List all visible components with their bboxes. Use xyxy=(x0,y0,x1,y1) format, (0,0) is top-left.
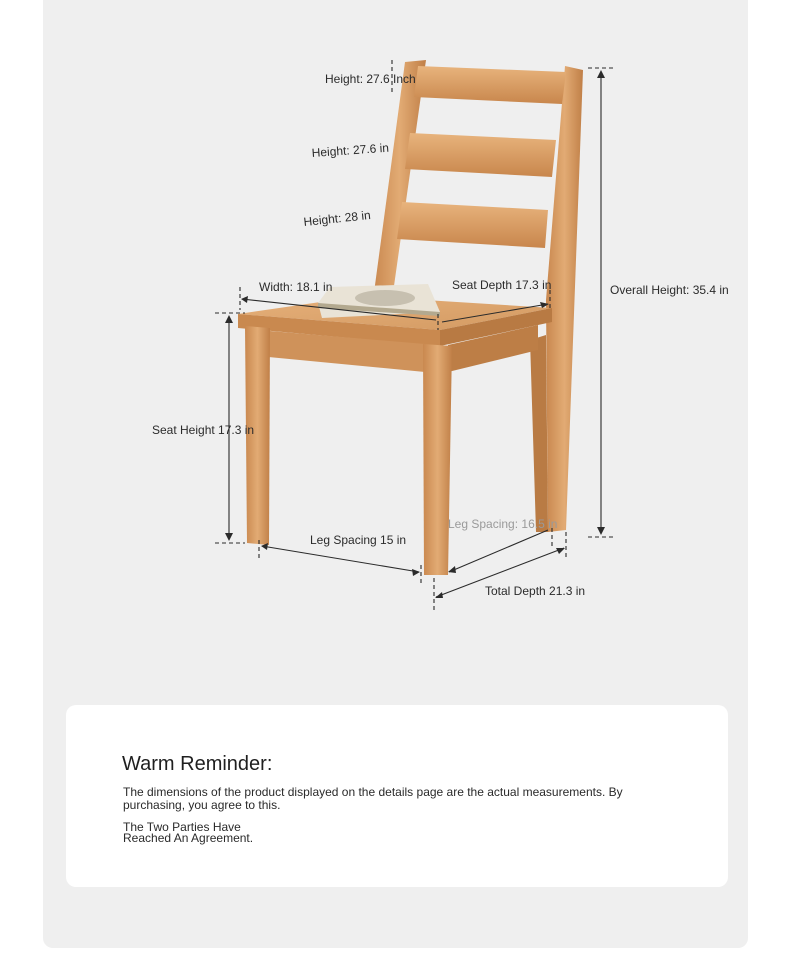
warm-reminder-card xyxy=(66,705,728,887)
back-slat-top-height-label: Height: 27.6 Inch xyxy=(325,72,416,86)
seat-depth-label: Seat Depth 17.3 in xyxy=(452,278,552,292)
reminder-title: Warm Reminder: xyxy=(122,753,273,775)
back-slat-bottom-height-label: Height: 28 in xyxy=(302,208,372,229)
overall-height-label: Overall Height: 35.4 in xyxy=(610,283,729,297)
front-leg-spacing-label: Leg Spacing 15 in xyxy=(310,533,407,547)
side-leg-spacing-label: Leg Spacing: 16.5 in xyxy=(448,517,558,531)
back-slat-middle-height-label: Height: 27.6 in xyxy=(311,140,390,160)
width-label: Width: 18.1 in xyxy=(259,280,333,294)
reminder-text: The dimensions of the product displayed on the details page are the actual measurements. By purchasing, you agree to this. xyxy=(123,785,623,812)
reminder-agreement-note: The Two Parties Have Reached An Agreement. xyxy=(123,820,254,845)
total-depth-label: Total Depth 21.3 in xyxy=(485,584,586,598)
seat-height-label: Seat Height 17.3 in xyxy=(152,423,255,437)
